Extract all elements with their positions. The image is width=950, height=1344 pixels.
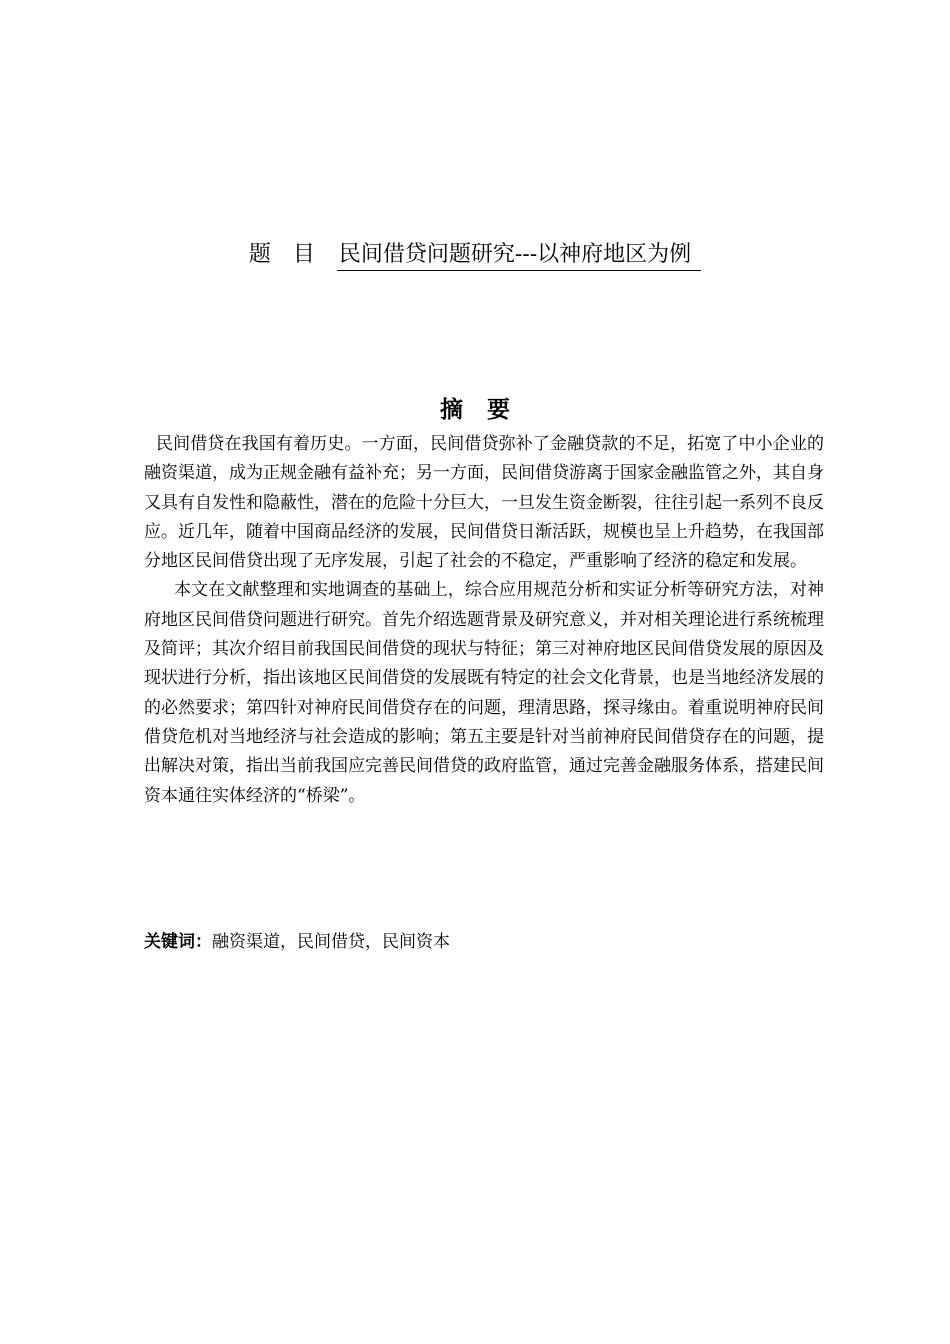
abstract-paragraph-1: 民间借贷在我国有着历史。一方面，民间借贷弥补了金融贷款的不足，拓宽了中小企业的融资渠道，成为正规金融有益补充；另一方面，民间借贷游离于国家金融监管之外，其自身又具有自发性和隐蔽性，潜在的危险十分巨大，一旦发生资金断裂，往往引起一系列不良反应。近几年，随着中国商品经济的发展，民间借贷日渐活跃，规模也呈上升趋势，在我国部分地区民间借贷出现了无序发展，引起了社会的不稳定，严重影响了经济的稳定和发展。 bbox=[144, 434, 824, 572]
abstract-heading: 摘要 bbox=[440, 397, 534, 423]
thesis-title-line bbox=[0, 238, 950, 272]
abstract-body bbox=[144, 430, 824, 811]
thesis-title: 民间借贷问题研究---以神府地区为例 bbox=[337, 240, 701, 271]
keywords-label: 关键词： bbox=[144, 932, 212, 952]
title-label: 题目 bbox=[248, 242, 337, 267]
abstract-paragraph-2: 本文在文献整理和实地调查的基础上，综合应用规范分析和实证分析等研究方法，对神府地区民间借贷问题进行研究。首先介绍选题背景及研究意义，并对相关理论进行系统梳理及简评；其次介绍目前我国民间借贷的现状与特征；第三对神府地区民间借贷发展的原因及现状进行分析，指出该地区民间借贷的发展既有特定的社会文化背景，也是当地经济发展的的必然要求；第四针对神府民间借贷存在的问题，理清思路，探寻缘由。着重说明神府民间借贷危机对当地经济与社会造成的影响；第五主要是针对当前神府民间借贷存在的问题，提出解决对策，指出当前我国应完善民间借贷的政府监管，通过完善金融服务体系，搭建民间资本通往实体经济的“桥梁”。 bbox=[144, 580, 824, 806]
keywords-text: 融资渠道，民间借贷，民间资本 bbox=[212, 932, 450, 952]
keywords-line bbox=[144, 928, 824, 956]
